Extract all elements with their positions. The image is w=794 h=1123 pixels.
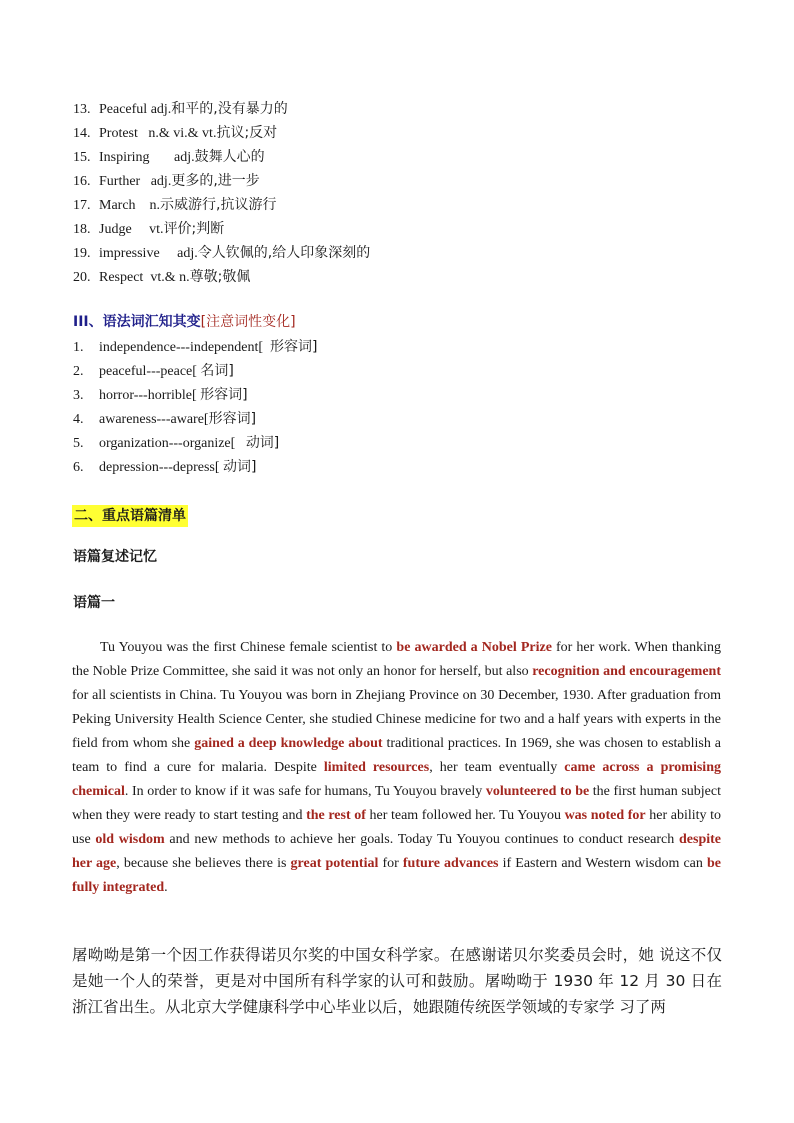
passage-text: and new methods to achieve her goals. Today Tu Youyou continues to conduct research: [164, 832, 679, 847]
passage-text: . In order to know if it was safe for humans, Tu Youyou bravely: [124, 784, 486, 799]
passage-text: Tu Youyou was the first Chinese female scientist to: [100, 640, 397, 655]
highlighted-phrase: limited resources: [323, 760, 430, 775]
list-item: 13. Peaceful adj.和平的,没有暴力的: [73, 101, 288, 117]
highlighted-phrase: came across a promising chemical: [72, 760, 721, 799]
highlighted-phrase: gained a deep knowledge about: [194, 736, 383, 751]
passage-text: her ability to use: [72, 808, 721, 847]
passage-text: for all scientists in China. Tu Youyou was born in Zhejiang Province on 30 December, 1930. After graduation from Peking University Health Science Center, she studied Chinese medicine for two and a half years with experts in the field from whom she: [72, 688, 721, 751]
section-heading-passages: 二、重点语篇清单: [72, 505, 188, 527]
passage-text: , her team eventually: [429, 760, 565, 775]
highlighted-phrase: volunteered to be: [485, 784, 590, 799]
passage-text: for: [378, 856, 403, 871]
highlighted-phrase: was noted for: [564, 808, 646, 823]
list-item: 6. depression---depress[ 动词]: [73, 459, 257, 475]
passage-title: 语篇一: [73, 595, 115, 611]
highlighted-phrase: the rest of: [306, 808, 366, 823]
passage-text: .: [164, 880, 168, 895]
highlighted-phrase: be awarded a Nobel Prize: [396, 640, 552, 655]
list-item: 16. Further adj.更多的,进一步: [73, 173, 260, 189]
list-item: 3. horror---horrible[ 形容词]: [73, 387, 248, 403]
highlighted-phrase: despite her age: [72, 832, 721, 871]
list-item: 18. Judge vt.评价;判断: [73, 221, 225, 237]
highlighted-phrase: future advances: [402, 856, 499, 871]
highlighted-phrase: old wisdom: [95, 832, 165, 847]
passage-paragraph: [72, 636, 721, 900]
list-item: 17. March n.示威游行,抗议游行: [73, 197, 277, 213]
list-item: 2. peaceful---peace[ 名词]: [73, 363, 234, 379]
grammar-list: [73, 335, 318, 479]
list-item: 14. Protest n.& vi.& vt.抗议;反对: [73, 125, 278, 141]
list-item: 15. Inspiring adj.鼓舞人心的: [73, 149, 265, 165]
passage-text: traditional practices. In 1969, she was chosen to establish a team to find a cure for malaria. Despite: [72, 736, 721, 775]
passage-text: the first human subject when they were ready to start testing and: [72, 784, 721, 823]
translation-paragraph: 屠呦呦是第一个因工作获得诺贝尔奖的中国女科学家。在感谢诺贝尔奖委员会时，她 说这不仅是她一个人的荣誉，更是对中国所有科学家的认可和鼓励。屠呦呦于 1930 年 12 月 30 日在浙江省出生。从北京大学健康科学中心毕业以后，她跟随传统医学领域的专家学 习了两: [72, 946, 722, 1016]
highlighted-phrase: be fully integrated: [72, 856, 721, 895]
highlighted-phrase: recognition and encouragement: [532, 664, 721, 679]
passage-text: her team followed her. Tu Youyou: [365, 808, 565, 823]
section-heading-grammar: III、语法词汇知其变[注意词性变化]: [73, 314, 296, 330]
highlighted-phrase: great potential: [290, 856, 379, 871]
passage-text: , because she believes there is: [116, 856, 291, 871]
list-item: 1. independence---independent[ 形容词]: [73, 339, 318, 355]
passage-text: if Eastern and Western wisdom can: [498, 856, 707, 871]
list-item: 4. awareness---aware[形容词]: [73, 411, 257, 427]
list-item: 20. Respect vt.& n.尊敬;敬佩: [73, 269, 251, 285]
list-item: 5. organization---organize[ 动词]: [73, 435, 280, 451]
vocab-list: [73, 97, 370, 289]
subheading-retell: 语篇复述记忆: [73, 549, 157, 565]
list-item: 19. impressive adj.令人钦佩的,给人印象深刻的: [73, 245, 371, 261]
passage-text: for her work. When thanking the Noble Prize Committee, she said it was not only an honor for herself, but also: [72, 640, 721, 679]
